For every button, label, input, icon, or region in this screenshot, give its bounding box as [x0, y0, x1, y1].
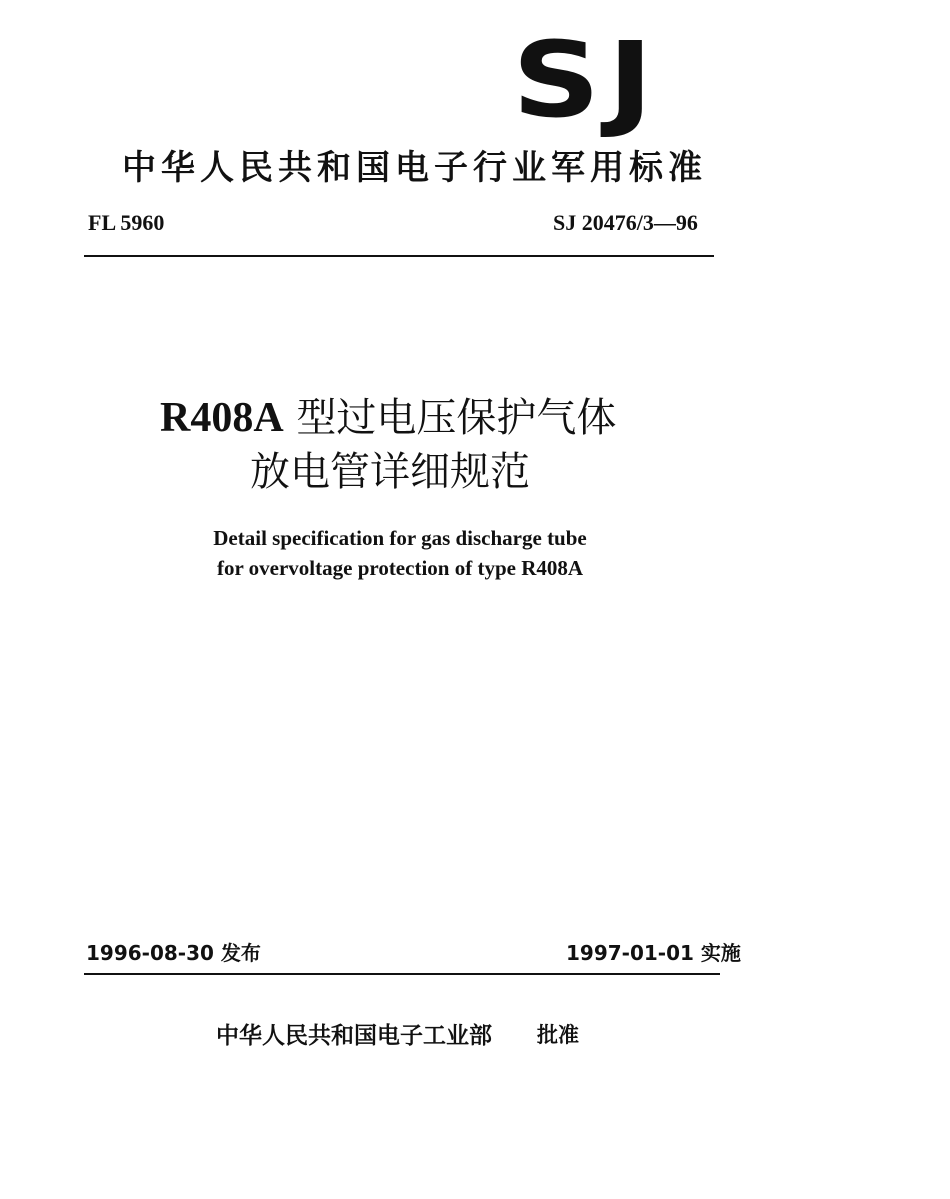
issuing-authority: 中华人民共和国电子工业部 [216, 1023, 492, 1049]
title-en-line2: for overvoltage protection of type R408A [216, 556, 584, 580]
title-cn-line1-text: 型过电压保护气体 [296, 395, 617, 441]
title-model: R408A [160, 395, 284, 441]
title-cn-line1 [160, 386, 616, 443]
standard-number: SJ 20476/3—96 [553, 210, 698, 235]
top-divider [84, 255, 714, 257]
title-en-line1: Detail specification for gas discharge tube [213, 526, 587, 550]
effective-date: 1997-01-01 实施 [566, 941, 741, 965]
sj-logo: SJ [512, 19, 661, 141]
bottom-divider [84, 973, 720, 975]
standard-category-title: 中华人民共和国电子行业军用标准 [122, 148, 707, 188]
publish-date: 1996-08-30 发布 [86, 941, 261, 965]
approval-label: 批准 [537, 1023, 579, 1047]
title-cn-line2: 放电管详细规范 [250, 449, 530, 495]
fl-code: FL 5960 [88, 210, 165, 235]
